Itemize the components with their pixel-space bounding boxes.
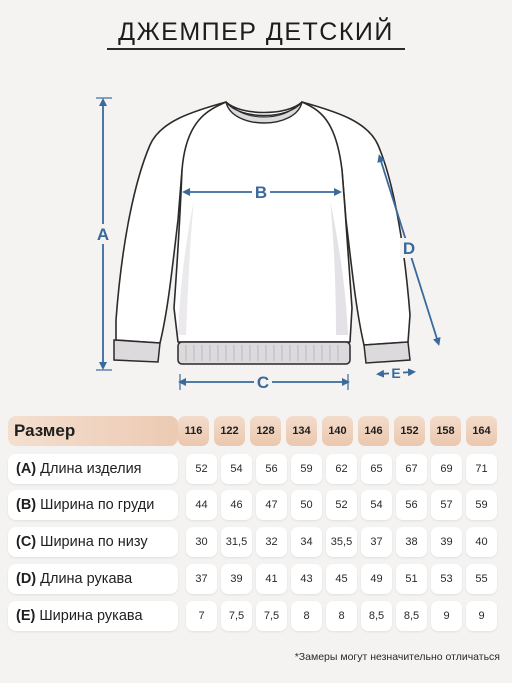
table-cell: 31,5 — [221, 527, 252, 557]
row-label — [8, 454, 178, 484]
row-label — [8, 527, 178, 557]
table-cell: 32 — [256, 527, 287, 557]
page-title: ДЖЕМПЕР ДЕТСКИЙ — [118, 18, 394, 46]
table-cell: 40 — [466, 527, 497, 557]
size-header: 152 — [394, 416, 425, 446]
table-cell: 41 — [256, 564, 287, 594]
table-cell: 37 — [361, 527, 392, 557]
sweater-outline — [116, 102, 410, 345]
label-e: E — [391, 365, 401, 381]
size-header: 116 — [178, 416, 209, 446]
table-cell: 7 — [186, 601, 217, 631]
table-cell: 50 — [291, 490, 322, 520]
table-cell: 9 — [466, 601, 497, 631]
table-row — [8, 564, 504, 594]
table-cell: 53 — [431, 564, 462, 594]
table-cell: 7,5 — [221, 601, 252, 631]
row-code: (D) — [16, 571, 37, 587]
label-a: A — [96, 225, 110, 244]
table-cell: 46 — [221, 490, 252, 520]
table-cell: 9 — [431, 601, 462, 631]
row-name: Ширина по груди — [40, 497, 155, 513]
table-cell: 56 — [256, 454, 287, 484]
table-cell: 62 — [326, 454, 357, 484]
table-cell: 71 — [466, 454, 497, 484]
table-cell: 44 — [186, 490, 217, 520]
table-header-row — [8, 416, 504, 446]
table-cell: 51 — [396, 564, 427, 594]
row-code: (A) — [16, 461, 37, 477]
table-cell: 30 — [186, 527, 217, 557]
table-cell: 35,5 — [326, 527, 357, 557]
table-cell: 34 — [291, 527, 322, 557]
table-cell: 69 — [431, 454, 462, 484]
table-cell: 54 — [361, 490, 392, 520]
table-cell: 59 — [466, 490, 497, 520]
row-name: Ширина рукава — [39, 608, 143, 624]
table-cell: 54 — [221, 454, 252, 484]
table-cell: 52 — [186, 454, 217, 484]
table-cell: 38 — [396, 527, 427, 557]
row-code: (C) — [16, 534, 37, 550]
label-d: D — [402, 239, 416, 258]
table-cell: 67 — [396, 454, 427, 484]
title-underline — [107, 48, 405, 50]
size-header: 140 — [322, 416, 353, 446]
table-row — [8, 454, 504, 484]
table-cell: 8,5 — [396, 601, 427, 631]
footnote: *Замеры могут незначительно отличаться — [294, 651, 500, 663]
size-header: 128 — [250, 416, 281, 446]
table-row — [8, 527, 504, 557]
table-cell: 55 — [466, 564, 497, 594]
table-cell: 52 — [326, 490, 357, 520]
table-cell: 39 — [221, 564, 252, 594]
size-header: 158 — [430, 416, 461, 446]
table-row — [8, 601, 504, 631]
table-cell: 45 — [326, 564, 357, 594]
table-cell: 7,5 — [256, 601, 287, 631]
size-header: 134 — [286, 416, 317, 446]
table-cell: 56 — [396, 490, 427, 520]
row-code: (E) — [16, 608, 36, 624]
hem-band — [178, 342, 350, 364]
table-row — [8, 490, 504, 520]
row-label — [8, 564, 178, 594]
row-name: Ширина по низу — [40, 534, 148, 550]
table-cell: 8,5 — [361, 601, 392, 631]
label-c: C — [256, 373, 270, 392]
size-header: 146 — [358, 416, 389, 446]
table-cell: 47 — [256, 490, 287, 520]
table-cell: 43 — [291, 564, 322, 594]
row-label — [8, 601, 178, 631]
sweater-diagram — [0, 60, 512, 410]
row-name: Длина изделия — [40, 461, 142, 477]
row-label — [8, 490, 178, 520]
table-cell: 8 — [291, 601, 322, 631]
size-header: 164 — [466, 416, 497, 446]
table-cell: 37 — [186, 564, 217, 594]
row-name: Длина рукава — [40, 571, 133, 587]
table-cell: 39 — [431, 527, 462, 557]
table-cell: 49 — [361, 564, 392, 594]
table-cell: 59 — [291, 454, 322, 484]
header-label: Размер — [8, 416, 178, 446]
label-b: B — [254, 183, 268, 202]
size-header: 122 — [214, 416, 245, 446]
table-cell: 57 — [431, 490, 462, 520]
table-cell: 65 — [361, 454, 392, 484]
row-code: (B) — [16, 497, 37, 513]
table-cell: 8 — [326, 601, 357, 631]
